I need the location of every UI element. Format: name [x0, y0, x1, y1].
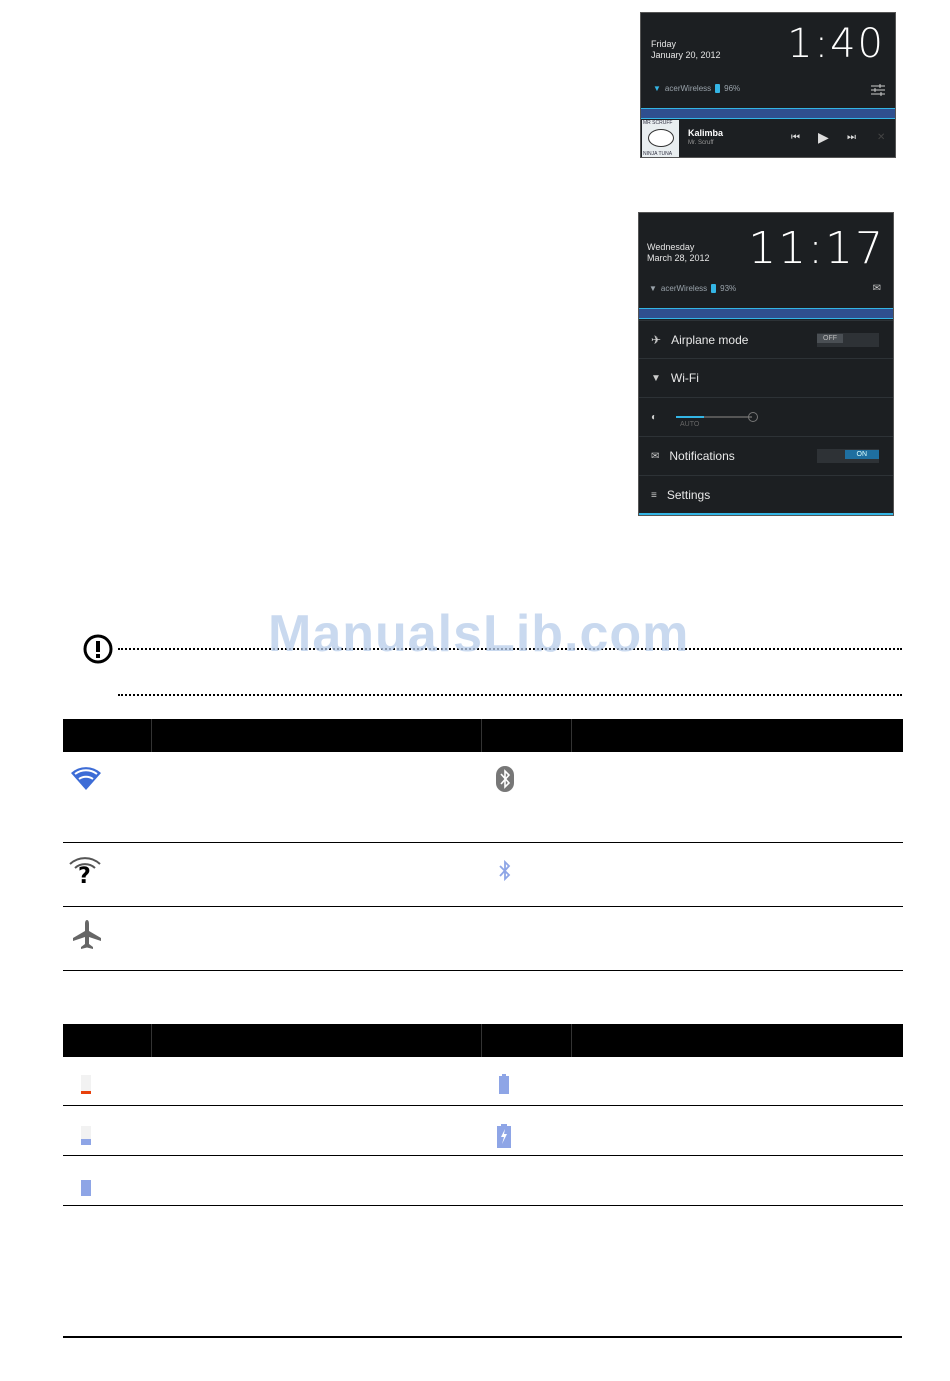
clock: 11:17 [748, 223, 885, 274]
battery-charging-icon [496, 1123, 512, 1154]
airplane-icon [71, 918, 103, 955]
table-row-divider [63, 842, 903, 843]
notifications-toggle[interactable] [817, 449, 879, 463]
day-label: Friday [651, 39, 677, 49]
bluetooth-on-icon [495, 765, 515, 798]
quick-settings-screenshot [638, 212, 894, 516]
battery-full-icon [498, 1073, 510, 1100]
divider-bar [639, 308, 893, 319]
settings-icon[interactable] [871, 83, 885, 95]
note-bottom-rule [118, 694, 902, 696]
table-row-divider [63, 1105, 903, 1106]
notifications-label: Notifications [669, 449, 735, 463]
brightness-slider[interactable] [676, 416, 752, 418]
settings-label: Settings [666, 488, 711, 502]
network-name: acerWireless [660, 284, 708, 293]
auto-label: AUTO [680, 421, 700, 428]
previous-icon[interactable]: ⏮ [791, 132, 800, 143]
header-separator [151, 1024, 152, 1057]
header-separator [481, 1024, 482, 1057]
day-label: Wednesday [647, 242, 695, 252]
battery-icon [715, 84, 720, 93]
date-block [651, 39, 721, 61]
notifications-icon: ✉ [651, 450, 660, 462]
status-line [649, 284, 736, 293]
track-title: Kalimba [688, 128, 724, 138]
brightness-icon: ◐ [651, 411, 658, 423]
album-art-text: MR SCRUFF [643, 120, 673, 126]
date-block [647, 242, 710, 264]
album-art-shape [648, 129, 674, 147]
brightness-row[interactable] [639, 397, 893, 436]
header-separator [571, 1024, 572, 1057]
notifications-row[interactable] [639, 436, 893, 475]
airplane-icon: ✈ [651, 333, 662, 347]
caution-icon [82, 633, 114, 670]
connection-table-header [63, 719, 903, 752]
clock: 1:40 [787, 21, 885, 67]
music-player[interactable] [641, 120, 895, 157]
notification-settings-icon[interactable]: ✉ [872, 283, 881, 294]
notification-bar-screenshot [640, 12, 896, 158]
date-label: March 28, 2012 [647, 253, 710, 263]
table-row-divider [63, 1155, 903, 1156]
header-separator [571, 719, 572, 752]
play-icon[interactable]: ▶ [818, 129, 829, 145]
brightness-fill [676, 416, 704, 418]
next-icon[interactable]: ⏭ [847, 132, 856, 143]
wifi-icon: ▼ [649, 284, 657, 293]
wifi-icon: ▼ [651, 372, 661, 384]
footer-rule [63, 1336, 902, 1338]
toggle-text: ON [845, 450, 880, 459]
battery-very-low-icon [80, 1073, 92, 1100]
date-label: January 20, 2012 [651, 50, 721, 60]
status-line [653, 84, 740, 93]
battery-level: 96% [724, 84, 741, 93]
battery-low-icon [80, 1124, 92, 1151]
table-bottom-rule [63, 970, 903, 971]
wifi-unknown-icon [67, 855, 103, 890]
settings-row[interactable] [639, 475, 893, 514]
close-icon[interactable]: ✕ [877, 132, 886, 143]
album-art-text-2: NINJA TUNA [643, 151, 673, 157]
battery-table-header [63, 1024, 903, 1057]
airplane-mode-label: Airplane mode [671, 333, 749, 347]
album-art [642, 120, 679, 157]
brightness-knob[interactable] [748, 412, 758, 422]
track-artist: Mr. Scruff [688, 140, 714, 146]
network-name: acerWireless [664, 84, 712, 93]
watermark: ManualsLib.com [268, 605, 690, 663]
settings-icon: ≡ [651, 489, 657, 501]
header-separator [481, 719, 482, 752]
divider-bar [641, 108, 895, 119]
wifi-label: Wi-Fi [670, 371, 699, 385]
table-row-divider [63, 906, 903, 907]
battery-icon [711, 284, 716, 293]
header-separator [151, 719, 152, 752]
svg-text:?: ? [78, 864, 91, 885]
table-bottom-rule [63, 1205, 903, 1206]
bottom-accent [639, 513, 893, 515]
airplane-mode-row[interactable] [639, 320, 893, 359]
wifi-connected-icon [69, 765, 103, 796]
bluetooth-connected-icon [495, 857, 515, 890]
battery-level: 93% [720, 284, 737, 293]
toggle-text: OFF [817, 334, 843, 343]
wifi-row[interactable] [639, 358, 893, 397]
wifi-icon: ▼ [653, 84, 661, 93]
battery-partial-icon [80, 1175, 92, 1202]
airplane-mode-toggle[interactable] [817, 333, 879, 347]
